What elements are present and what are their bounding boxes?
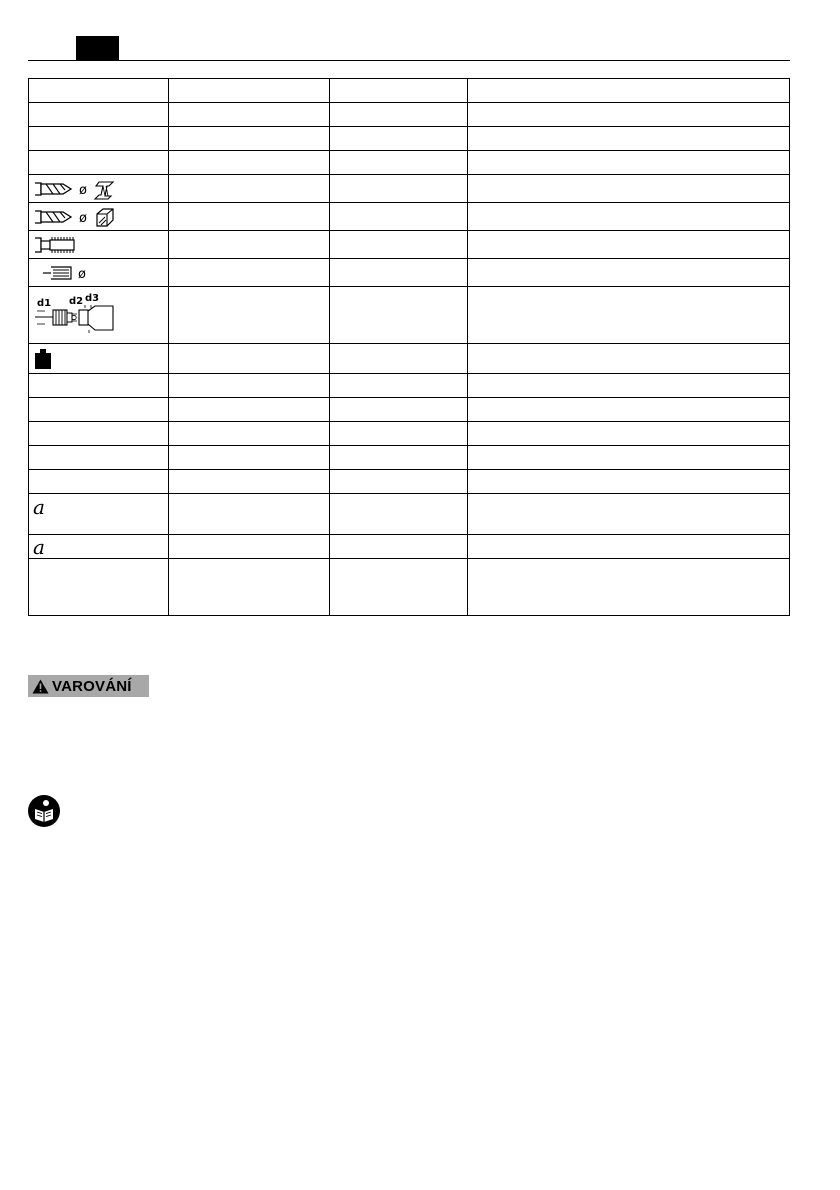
table-cell — [329, 79, 467, 103]
table-cell — [329, 535, 467, 559]
diameter-glyph: ø — [78, 266, 86, 282]
table-cell — [169, 422, 329, 446]
table-cell — [169, 446, 329, 470]
table-cell — [29, 559, 169, 616]
table-cell — [468, 103, 790, 127]
table-cell — [169, 398, 329, 422]
table-cell — [329, 559, 467, 616]
table-cell — [29, 79, 169, 103]
language-tab — [76, 36, 119, 61]
table-cell — [329, 259, 467, 287]
table-cell — [329, 103, 467, 127]
thread-tap-icon — [33, 234, 93, 256]
table-cell — [329, 287, 467, 344]
table-cell — [169, 127, 329, 151]
table-row — [29, 398, 790, 422]
table-cell — [29, 127, 169, 151]
symbol-cell — [29, 175, 169, 203]
table-cell — [468, 203, 790, 231]
table-cell — [169, 344, 329, 374]
table-cell — [468, 470, 790, 494]
table-cell — [468, 494, 790, 535]
table-cell — [329, 470, 467, 494]
table-row — [29, 175, 790, 203]
table-cell — [329, 422, 467, 446]
table-cell — [329, 374, 467, 398]
table-cell — [329, 446, 467, 470]
chuck-dimensions-icon — [33, 292, 123, 338]
table-cell — [29, 446, 169, 470]
table-cell — [468, 151, 790, 175]
table-cell — [169, 287, 329, 344]
symbol-cell — [29, 494, 169, 535]
table-cell — [169, 79, 329, 103]
d1-label: d1 — [37, 298, 52, 309]
symbol-cell — [29, 287, 169, 344]
table-row — [29, 231, 790, 259]
table-cell — [169, 175, 329, 203]
weight-icon — [33, 347, 63, 371]
diameter-glyph: ø — [79, 182, 87, 198]
shank-diameter-icon — [33, 262, 103, 284]
table-cell — [169, 259, 329, 287]
table-cell — [29, 103, 169, 127]
table-cell — [169, 494, 329, 535]
header-rule — [28, 60, 790, 61]
drill-aluminium-diameter-icon — [33, 206, 133, 228]
table-cell — [169, 231, 329, 259]
table-row — [29, 79, 790, 103]
d3-label: d3 — [85, 293, 100, 304]
table-cell — [329, 231, 467, 259]
table-row — [29, 494, 790, 535]
warning-triangle-icon — [32, 679, 49, 694]
table-cell — [468, 287, 790, 344]
table-row — [29, 470, 790, 494]
alpha-symbol: a — [33, 495, 45, 519]
read-manual-icon — [28, 795, 60, 827]
symbol-cell — [29, 259, 169, 287]
spec-table — [28, 78, 790, 616]
table-cell — [169, 151, 329, 175]
table-cell — [329, 151, 467, 175]
warning-badge — [28, 675, 149, 697]
table-row — [29, 127, 790, 151]
table-cell — [29, 470, 169, 494]
table-row — [29, 103, 790, 127]
table-cell — [329, 127, 467, 151]
table-cell — [468, 422, 790, 446]
symbol-cell — [29, 344, 169, 374]
table-cell — [468, 175, 790, 203]
table-row — [29, 535, 790, 559]
table-row — [29, 422, 790, 446]
table-cell — [329, 398, 467, 422]
table-row — [29, 151, 790, 175]
table-row — [29, 446, 790, 470]
table-row — [29, 374, 790, 398]
table-cell — [29, 422, 169, 446]
table-cell — [169, 535, 329, 559]
table-cell — [468, 374, 790, 398]
table-cell — [468, 446, 790, 470]
table-cell — [29, 374, 169, 398]
symbol-cell — [29, 535, 169, 559]
table-cell — [169, 374, 329, 398]
table-cell — [468, 344, 790, 374]
table-row — [29, 559, 790, 616]
symbol-cell — [29, 231, 169, 259]
table-row — [29, 259, 790, 287]
table-cell — [169, 559, 329, 616]
table-row — [29, 203, 790, 231]
table-cell — [169, 103, 329, 127]
table-row — [29, 344, 790, 374]
table-cell — [329, 344, 467, 374]
warning-label: VAROVÁNÍ — [52, 677, 132, 695]
table-row — [29, 287, 790, 344]
table-cell — [468, 398, 790, 422]
table-cell — [29, 151, 169, 175]
table-cell — [468, 231, 790, 259]
table-cell — [468, 79, 790, 103]
table-cell — [169, 470, 329, 494]
table-cell — [329, 175, 467, 203]
symbol-cell — [29, 203, 169, 231]
table-cell — [468, 535, 790, 559]
table-cell — [169, 203, 329, 231]
table-cell — [329, 203, 467, 231]
table-cell — [468, 559, 790, 616]
table-cell — [29, 398, 169, 422]
table-cell — [468, 259, 790, 287]
drill-steel-diameter-icon — [33, 178, 133, 200]
d2-label: d2 — [69, 296, 84, 307]
table-cell — [468, 127, 790, 151]
table-cell — [329, 494, 467, 535]
diameter-glyph: ø — [79, 210, 87, 226]
alpha-symbol: a — [33, 534, 45, 559]
